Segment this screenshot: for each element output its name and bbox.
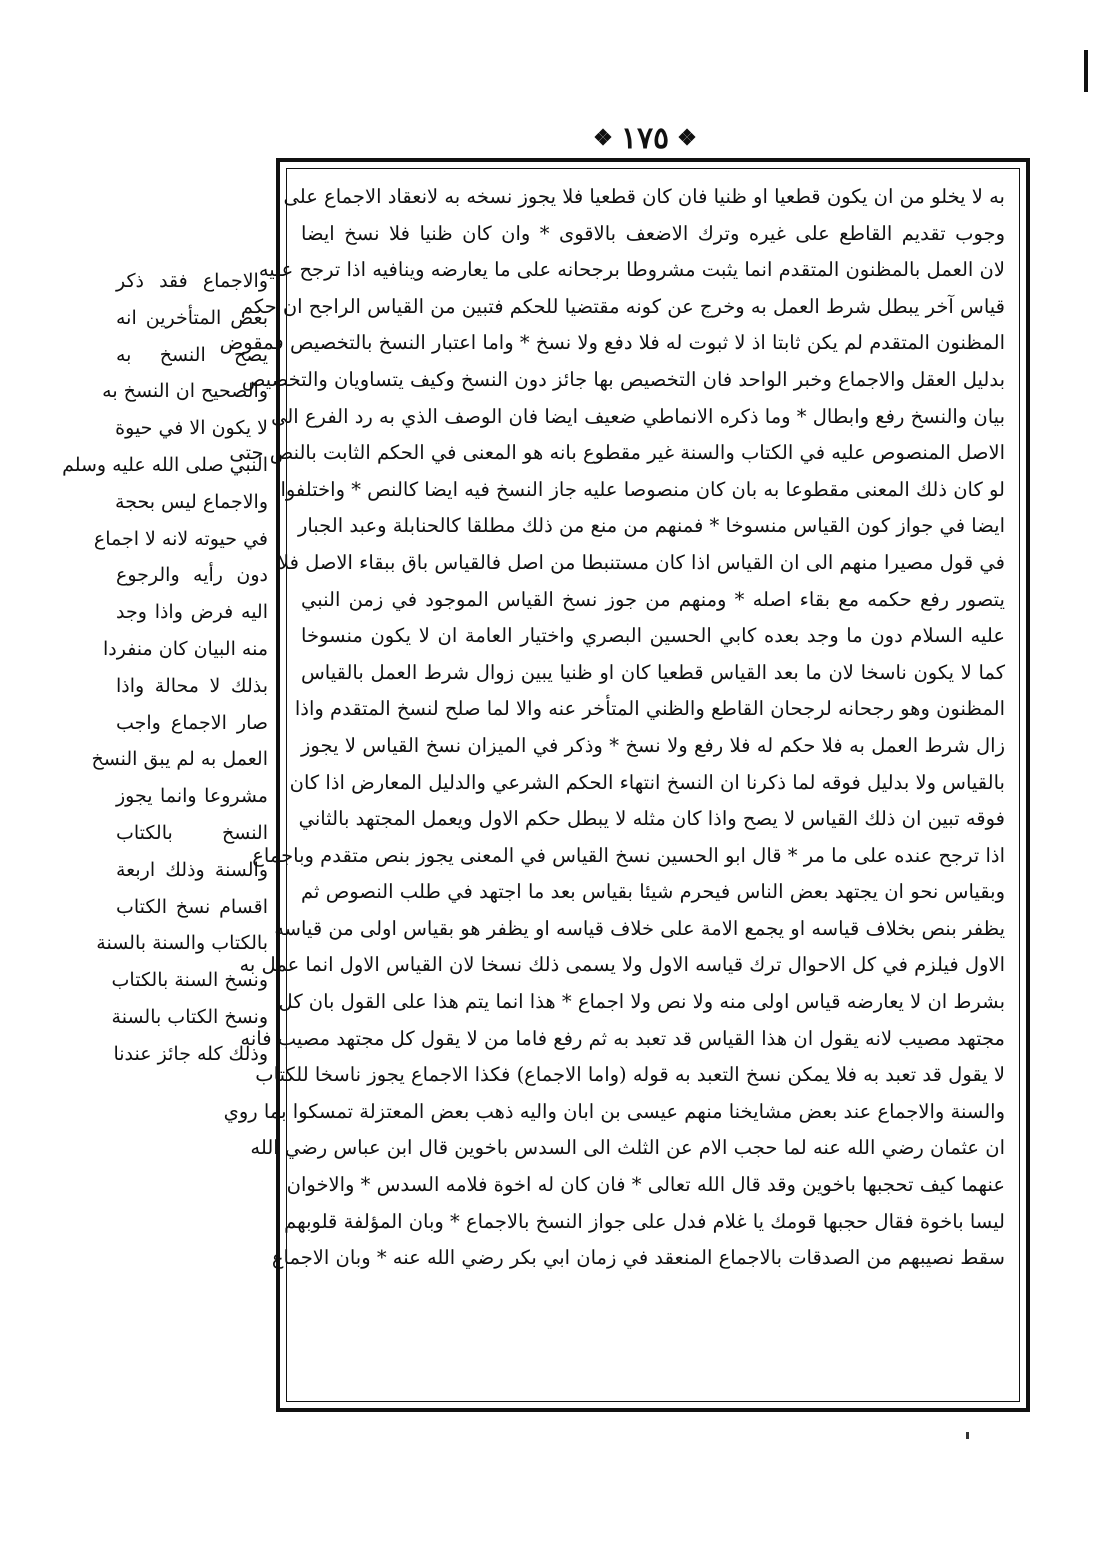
main-text-line: ان عثمان رضي الله عنه لما حجب الام عن الثلث الى السدس باخوين قال ابن عباس رضي الله [250, 1136, 1005, 1160]
main-text-line: المظنون المتقدم لم يكن ثابتا اذ لا ثبوت له فلا دفع ولا نسخ * واما اعتبار النسخ بالتخصيص فمقوض [219, 331, 1005, 355]
main-text-line: لو كان ذلك المعنى مقطوعا به بان كان منصوصا عليه جاز النسخ فيه ايضا كالنص * واختلفوا [280, 477, 1005, 501]
margin-note-line: والاجماع فقد ذكر [116, 270, 268, 292]
margin-note-line: النبي صلى الله عليه وسلم [62, 453, 268, 476]
margin-note-line: يصح النسخ به [116, 343, 268, 366]
margin-note-line: مشروعا وانما يجوز [116, 785, 268, 808]
margin-note-line: لا يكون الا في حيوة [115, 417, 268, 440]
main-text-line: ليسا باخوة فقال حجبها قومك يا غلام فدل على جواز النسخ بالاجماع * وبان المؤلفة قلوبهم [284, 1209, 1005, 1233]
main-text-line: بدليل العقل والاجماع وخبر الواحد فان التخصيص بها جائز دون النسخ وكيف يتساويان والتخصيص [241, 367, 1005, 391]
main-text-frame [219, 158, 1030, 1412]
main-text-line: قياس آخر يبطل شرط العمل به وخرج عن كونه مقتضيا للحكم فتبين من القياس الراجح ان حكم [240, 294, 1005, 318]
main-text-inner-frame [219, 168, 1020, 1402]
margin-note-line: بذلك لا محالة واذا [116, 674, 268, 697]
main-text-line: ايضا في جواز كون القياس منسوخا * فمنهم من منع من ذلك مطلقا كالحنابلة وعبد الجبار [297, 514, 1005, 538]
page-number-text: ١٧٥ [620, 120, 670, 156]
main-text-line: يتصور رفع حكمه مع بقاء اصله * ومنهم من جوز نسخ القياس الموجود في زمن النبي [301, 587, 1005, 611]
margin-note-line: بعض المتأخرين انه [116, 306, 268, 329]
main-text-line: وجوب تقديم القاطع على غيره وترك الاضعف بالاقوى * وان كان ظنيا فلا نسخ ايضا [301, 221, 1005, 245]
main-text-body [219, 179, 1005, 1391]
main-text-line: بشرط ان لا يعارضه قياس اولى منه ولا نص ولا اجماع * هذا انما يتم هذا على القول بان كل [278, 990, 1005, 1014]
main-text-line: به لا يخلو من ان يكون قطعيا او ظنيا فان كان قطعيا فلا يجوز نسخه به لانعقاد الاجماع على [283, 185, 1005, 208]
main-text-line: المظنون وهو رجحانه لرجحان القاطع والظني المتأخر عنه والا لما صلح لنسخ المتقدم واذا [294, 697, 1005, 721]
main-text-line: والسنة والاجماع عند بعض مشايخنا منهم عيسى بن ابان واليه ذهب بعض المعتزلة تمسكوا بما روي [223, 1099, 1005, 1123]
margin-note-line: صار الاجماع واجب [116, 711, 268, 734]
margin-note-line: والاجماع ليس بحجة [115, 490, 268, 513]
main-text-line: مجتهد مصيب لانه يقول ان هذا القياس قد تعبد به ثم رفع فاما من لا يقول كل مجتهد مصيب فانه [240, 1026, 1005, 1050]
margin-note-line: اقسام نسخ الكتاب [116, 895, 268, 918]
margin-note-line: ونسخ السنة بالكتاب [111, 969, 268, 992]
main-text-line: بيان والنسخ رفع وابطال * وما ذكره الانماطي ضعيف ايضا فان الوصف الذي به رد الفرع الى [271, 404, 1005, 428]
main-text-line: في قول مصيرا منهم الى ان القياس اذا كان مستنبطا من اصل فالقياس باق ببقاء الاصل فلا [277, 550, 1005, 574]
ornament-right-icon: ❖ [593, 125, 613, 151]
main-text-line: لان العمل بالمظنون المتقدم انما يثبت مشروطا برجحانه على ما يعارضه وينافيه اذا ترجح عليه [258, 258, 1005, 282]
margin-note-line: في حيوته لانه لا اجماع [93, 527, 268, 550]
margin-note-line: وذلك كله جائز عندنا [113, 1042, 268, 1065]
page-edge-mark [1084, 50, 1088, 92]
margin-note-line: والصحيح ان النسخ به [102, 380, 268, 403]
margin-note-line: والسنة وذلك اربعة [116, 858, 268, 881]
main-text-line: كما لا يكون ناسخا لان ما بعد القياس قطعيا كان او ظنيا يبين زوال شرط العمل بالقياس [301, 660, 1005, 684]
margin-note-line: بالكتاب والسنة بالسنة [96, 932, 268, 955]
margin-note [62, 263, 268, 1073]
margin-note-line: دون رأيه والرجوع [116, 564, 268, 587]
bottom-speck [966, 1432, 969, 1439]
main-text-line: اذا ترجح عنده على ما مر * قال ابو الحسين نسخ القياس في المعنى يجوز بنص متقدم وباجماع [252, 843, 1005, 867]
main-text-line: الاول فيلزم في كل الاحوال ترك قياسه الاول ولا يسمى ذلك نسخا لان القياس الاول انما عمل به [239, 953, 1005, 977]
main-text-line: عليه السلام دون ما وجد بعده كابي الحسين البصري واختيار العامة ان لا يكون منسوخا [301, 624, 1005, 648]
main-text-line: زال شرط العمل به فلا حكم له فلا رفع ولا نسخ * وذكر في الميزان نسخ القياس لا يجوز [301, 733, 1005, 757]
main-text-line: وبقياس نحو ان يجتهد بعض الناس فيحرم شيئا بقياس بعد ما اجتهد في طلب النصوص ثم [301, 880, 1005, 904]
margin-note-line: النسخ بالكتاب [116, 821, 268, 844]
margin-note-line: منه البيان كان منفردا [102, 637, 268, 660]
main-text-line: سقط نصيبهم من الصدقات بالاجماع المنعقد في زمان ابي بكر رضي الله عنه * وبان الاجماع [271, 1246, 1005, 1270]
main-text-line: عنهما كيف تحجبها باخوين وقد قال الله تعالى * فان كان له اخوة فلامه السدس * والاخوان [286, 1173, 1005, 1197]
page-number [580, 118, 710, 158]
main-text-line: لا يقول قد تعبد به فلا يمكن نسخ التعبد به قوله (واما الاجماع) فكذا الاجماع يجوز ناسخا للكتاب [255, 1063, 1005, 1087]
ornament-left-icon: ❖ [677, 125, 697, 151]
main-text-line: الاصل المنصوص عليه في الكتاب والسنة غير مقطوع بانه هو المعنى في الحكم الثابت بالنص حتى [229, 441, 1005, 465]
margin-note-line: اليه فرض واذا وجد [116, 601, 268, 624]
margin-note-line: ونسخ الكتاب بالسنة [111, 1005, 268, 1028]
main-text-line: يظفر بنص بخلاف قياسه او يجمع الامة على خلاف قياسه او يظفر هو بقياس اولى من قياسه [274, 916, 1005, 940]
main-text-line: فوقه تبين ان ذلك القياس لا يصح واذا كان مثله لا يبطل حكم الاول ويعمل المجتهد بالثاني [298, 807, 1005, 831]
main-text-line: بالقياس ولا بدليل فوقه لما ذكرنا ان النسخ انتهاء الحكم الشرعي والدليل المعارض اذا كان [289, 770, 1005, 794]
margin-note-line: العمل به لم يبق النسخ [91, 748, 268, 771]
